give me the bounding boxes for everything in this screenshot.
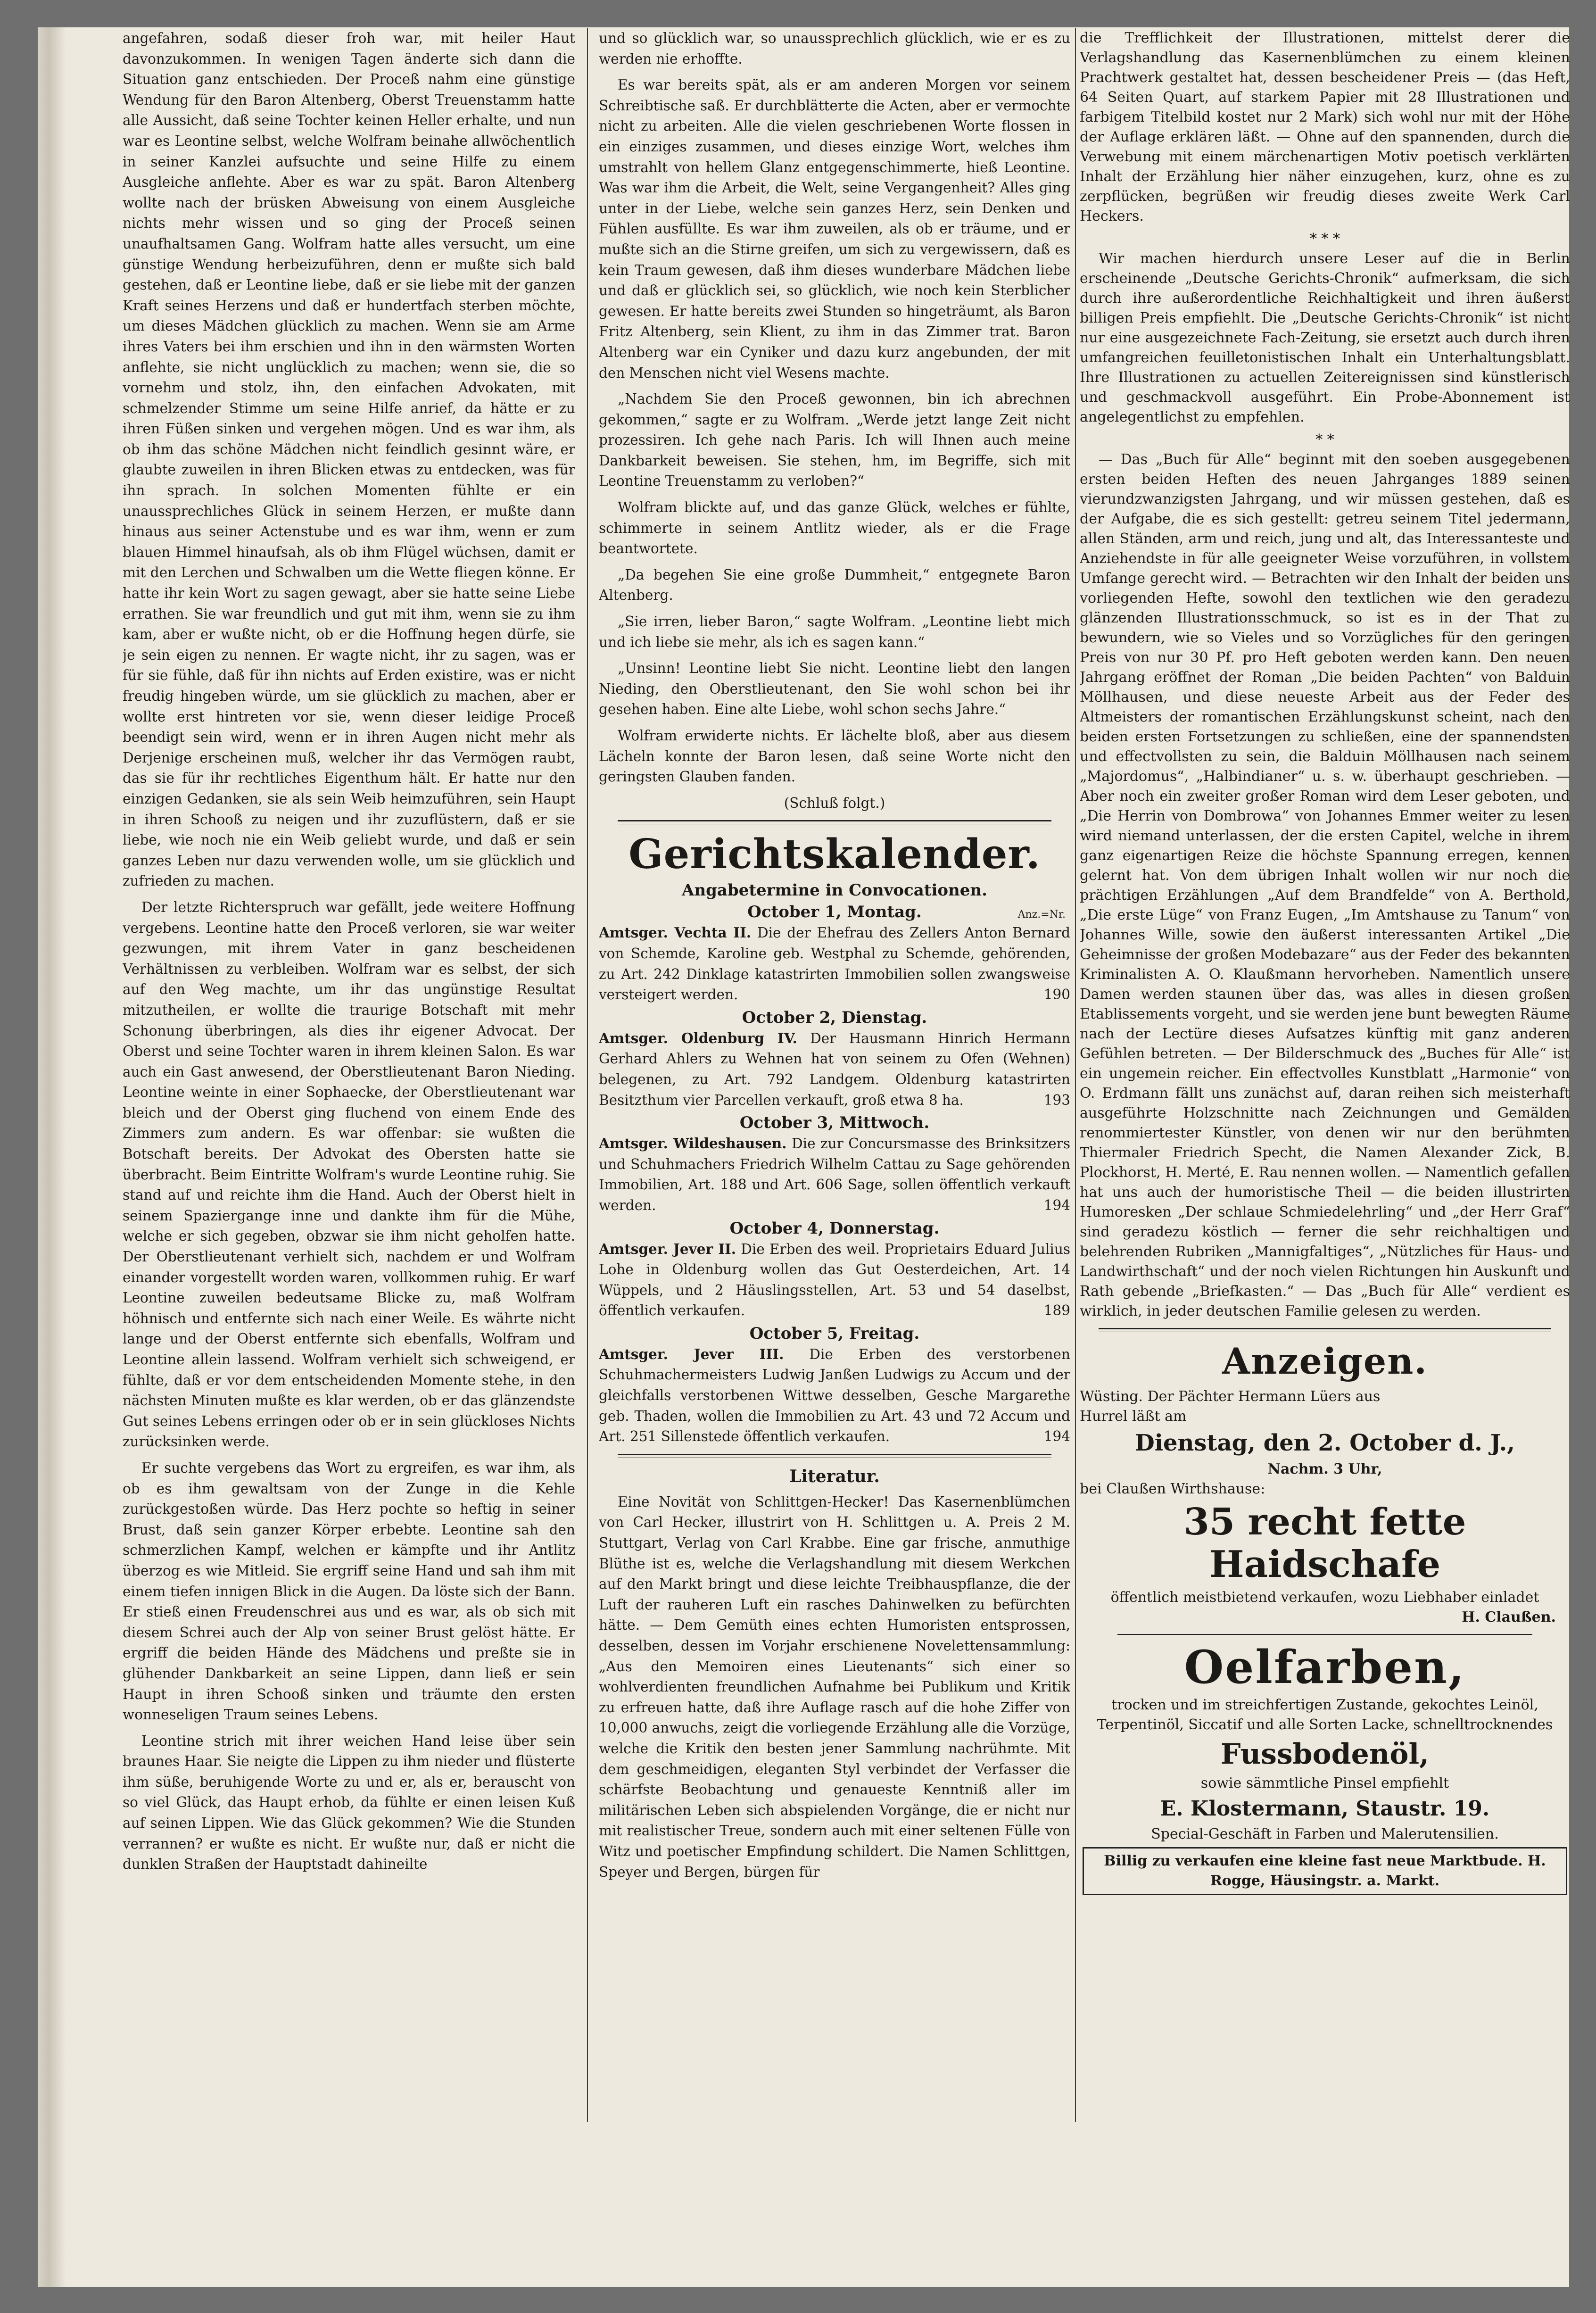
entry-court: Amtsger. Vechta II. [599,924,752,941]
advertisement-haidschafe [1080,1387,1570,1627]
story-paragraph: „Sie irren, lieber Baron,“ sagte Wolfram. „Leontine liebt mich und ich liebe sie mehr, als ich es sagen kann.“ [599,613,1070,650]
anzeigen-heading: Anzeigen. [1222,1340,1428,1382]
story-paragraph: Wolfram erwiderte nichts. Er lächelte bloß, aber aus diesem Lächeln konnte der Baron lesen, daß seine Worte nicht den geringsten Glauben fanden. [599,728,1070,785]
anz-nr-label: Anz.=Nr. [1017,909,1066,921]
story-paragraph: angefahren, sodaß dieser froh war, mit heiler Haut davonzukommen. In wenigen Tagen änderte sich dann die Situation ganz entschieden. Der Proceß nahm eine günstige Wendung für den Baron Altenberg, Oberst Treuenstamm hatte alle Aussicht, daß seine Tochter keinen Heller erhalte, und nun war es Leontine selbst, welche Wolfram beinahe allwöchentlich in seiner Kanzlei aufsuchte und seine Hilfe zu einem Ausgleiche anflehte. Aber es war zu spät. Baron Altenberg wollte nach der brüsken Abweisung von einem Ausgleiche nichts mehr wissen und so ging der Proceß seinen unaufhaltsamen Gang. Wolfram hatte alles versucht, um eine günstige Wendung herbeizuführen, denn er mußte sich bald gestehen, daß er Leontine liebe, daß er sie liebe mit der ganzen Kraft seines Herzens und daß er hundertfach sterben möchte, um dieses Mädchen glücklich zu machen. Wenn sie am Arme ihres Vaters bei ihm erschien und ihn in den wärmsten Worten anflehte, sie nicht unglücklich zu machen; wenn sie, die so vornehm und stolz, ihn, den einfachen Advokaten, mit schmelzender Stimme um seine Hilfe anrief, da hätte er zu ihren Füßen sinken und vergehen mögen. Und es war ihm, als ob ihm das schöne Mädchen nicht feindlich gesinnt wäre, er glaubte zuweilen in ihren Blicken etwas zu entdecken, was für ihn sprach. In solchen Momenten fühlte er ein unaussprechliches Glück in seinem Herzen, er mußte dann hinaus aus seiner Actenstube und es war ihm, wenn er zum blauen Himmel hinaufsah, als ob ihm Flügel wüchsen, damit er mit den Lerchen und Schwalben um die Wette fliegen könne. Er hatte ihr kein Wort zu sagen gewagt, aber sie hatte seine Liebe errathen. Sie war freundlich und gut mit ihm, wenn sie zu ihm kam, aber er wußte nicht, ob er die Hoffnung hegen dürfe, sie je sein eigen zu nennen. Er wagte nicht, ihr zu sagen, was er für sie fühle, daß für ihn nichts auf Erden existire, was er nicht freudig hingeben würde, um sie glücklich zu machen, aber er wollte erst hintreten vor sie, wenn dieser leidige Proceß beendigt sein wird, wenn er in ihren Augen nicht mehr als Derjenige erscheinen muß, welcher ihr das Vermögen raubt, das sie für ihr rechtliches Eigenthum hält. Er hatte nur den einzigen Gedanken, sie als sein Weib heimzuführen, sein Haupt in ihren Schooß zu neigen und ihr zuzuflüstern, daß er sie liebe, wie noch nie ein Weib geliebt wurde, und daß er sein ganzes Leben nur dazu verwenden wolle, um sie glücklich und zufrieden zu machen. [123,30,575,889]
entry-text: Der Hausmann Hinrich Hermann Gerhard Ahlers zu Wehnen hat von seinem zu Ofen (Wehnen) belegenen, zu Art. 792 Landgem. Oldenburg katastrirten Besitzthum vier Parcellen verkauft, groß etwa 8 ha. [599,1030,1070,1108]
ad-divider [1117,1634,1532,1635]
entry-court: Amtsger. Jever III. [599,1345,784,1362]
gerichtskalender-title: Gerichtskalender. [628,830,1041,879]
ad-headline: 35 recht fette Haidschafe [1183,1501,1466,1586]
review-paragraph: die Trefflichkeit der Illustrationen, mittelst derer die Verlagshandlung das Kasernenblümchen zu einem kleinen Prachtwerk gestaltet hat, dessen bescheidener Preis — (das Heft, 64 Seiten Quart, auf starkem Papier mit 28 Illustrationen und farbigem Titelbild kostet nur 2 Mark) sich wohl nur mit der Höhe der Auflage erklären läßt. — Ohne auf den spannenden, durch die Verwebung mit einem märchenartigen Motiv poetisch verklärten Inhalt der Erzählung hier näher einzugehen, kurz, ohne es zu zerpflücken, begrüßen wir freudig dieses zweite Werk Carl Heckers. [1080,30,1570,224]
ad-line: öffentlich meistbietend verkaufen, wozu Liebhaber einladet [1110,1589,1539,1606]
entry-number: 194 [1043,1197,1070,1213]
entry-date: October 2, Dienstag. [742,1008,927,1027]
entry-text: Die Erben des verstorbenen Schuhmachermeisters Ludwig Janßen Ludwigs zu Accum und der gleichfalls verstorbenen Wittwe desselben, Gesche Margarethe geb. Thaden, wollen die Immobilien zu Art. 43 und 72 Accum und Art. 251 Sillenstede öffentlich verkaufen. [599,1346,1070,1445]
literatur-paragraph: Eine Novität von Schlittgen-Hecker! Das Kasernenblümchen von Carl Hecker, illustrirt von H. Schlittgen u. A. Preis 2 M. Stuttgart, Verlag von Carl Krabbe. Eine gar frische, anmuthige Blüthe ist es, welche die Verlagshandlung mit diesem Werkchen auf den Markt bringt und diese leichte Treibhauspflanze, die der Luft der rauheren Luft ein rasches Dahinwelken zu befürchten hätte. — Dem Gemüth eines echten Humoristen entsprossen, desselben, dessen im Vorjahr erschienene Novelettensammlung: „Aus den Memoiren eines Lieutenants“ sich einer so wohlverdienten freundlichen Aufnahme bei Publikum und Kritik zu erfreuen hatte, daß ihre Auflage rasch auf die hohe Ziffer von 10,000 anwuchs, zeigt die vorliegende Erzählung alle die Vorzüge, welche die Kritik den besten jener Sammlung nachrühmte. Mit dem geschmeidigen, eleganten Styl verbindet der Verfasser die schärfste Beobachtung und genaueste Kenntniß aller im militärischen Leben sich abspielenden Vorgänge, die er nicht nur mit realistischer Treue, sondern auch mit einer seltenen Fülle von Witz und poetischer Empfindung schildert. Die Namen Schlittgen, Speyer und Bergen, bürgen für [599,1493,1070,1880]
section-divider [618,820,1051,824]
entry-number: 194 [1043,1428,1070,1445]
entry-text: Die Erben des weil. Proprietairs Eduard Julius Lohe in Oldenburg wollen das Gut Oesterdeichen, Art. 14 Wüppels, und 2 Häuslingsstellen, Art. 53 und 54 daselbst, öffentlich verkaufen. [599,1241,1070,1319]
calendar-entry-1 [599,902,1070,1005]
story-paragraph: Der letzte Richterspruch war gefällt, jede weitere Hoffnung vergebens. Leontine hatte den Proceß verloren, sie war weiter gezwungen, mit ihrem Vater in ganz bescheidenen Verhältnissen zu verbleiben. Wolfram war es selbst, der sich auf den Weg machte, um ihr das ungünstige Resultat mitzutheilen, er wollte die traurige Botschaft mit mehr Schonung überbringen, als dies ihr eigener Advocat. Der Oberst und seine Tochter waren in ihrem kleinen Salon. Es war auch ein Gast anwesend, der Oberstlieutenant Baron Nieding. Leontine weinte in einer Sophaecke, der Oberstlieutenant war bleich und der Oberst ging fluchend von einem Ende des Zimmers zum andern. Es war offenbar: sie wußten die Botschaft bereits. Der Advokat des Obersten hatte sie überbracht. Beim Eintritte Wolfram's wurde Leontine ruhig. Sie stand auf und reichte ihm die Hand. Auch der Oberst hielt in seinem Spaziergange inne und dankte ihm für die Mühe, welche er sich gegeben, obzwar sie ihm nicht geholfen hatte. Der Oberstlieutenant verhielt sich, nachdem er und Wolfram einander vorgestellt worden waren, vollkommen ruhig. Er warf Leontine zuweilen bedeutsame Blicke zu, maß Wolfram höhnisch und entfernte sich nach einer Weile. Es währte nicht lange und der Oberst entfernte sich ebenfalls, Wolfram und Leontine allein lassend. Wolfram verhielt sich schweigend, er fühlte, daß er vor dem entscheidenden Momente stehe, in den nächsten Minuten mußte es klar werden, ob er das glänzendste Gut seines Lebens erringen oder ob er in sein glückloses Nichts zurücksinken werde. [123,899,575,1450]
story-paragraph: „Unsinn! Leontine liebt Sie nicht. Leontine liebt den langen Nieding, den Oberstlieutenant, den Sie wohl schon bei ihr gesehen haben. Eine alte Liebe, wohl schon sechs Jahre.“ [599,660,1070,718]
story-paragraph: Er suchte vergebens das Wort zu ergreifen, es war ihm, als ob es ihm gewaltsam von der Zunge in die Kehle zurückgestoßen würde. Das Herz pochte so heftig in seiner Brust, daß sein ganzer Körper erbebte. Leontine sah den schmerzlichen Kampf, welchen er kämpfte und ihr Antlitz überzog es wie Mitleid. Sie ergriff seine Hand und sah ihm mit einem tiefen innigen Blick in die Augen. Da löste sich der Bann. Er stieß einen Freudenschrei aus und es war, als ob sich mit diesem Schrei auch der Alp von seiner Brust gelöst hätte. Er ergriff die beiden Hände des Mädchens und preßte sie in glühender Dankbarkeit an seine Lippen, dann ließ er sein Haupt in ihren Schooß sinken und träumte den ersten wonneseligen Traum seines Lebens. [123,1459,575,1723]
ad-line: sowie sämmtliche Pinsel empfiehlt [1200,1775,1449,1791]
ad-line: Wüsting. Der Pächter Hermann Lüers aus [1080,1388,1381,1405]
ad-place: bei Claußen Wirthshause: [1080,1481,1265,1497]
ad-line: Hurrel läßt am [1080,1408,1187,1425]
asterism-divider: * * * [1309,231,1340,247]
entry-date: October 5, Freitag. [749,1324,920,1343]
entry-date: October 4, Donnerstag. [729,1219,940,1238]
ad-headline: Oelfarben, [1184,1641,1466,1694]
entry-court: Amtsger. Wildeshausen. [599,1135,787,1152]
entry-text: Die der Ehefrau des Zellers Anton Bernard von Schemde, Karoline geb. Westphal zu Schemde, gehörenden, zu Art. 242 Dinklage katastrirten Immobilien sollen zwangsweise versteigert werden. [599,925,1070,1003]
calendar-entry-5 [599,1323,1070,1447]
column-1 [123,28,575,2122]
review-paragraph: Wir machen hierdurch unsere Leser auf die in Berlin erscheinende „Deutsche Gerichts-Chronik“ aufmerksam, die sich durch ihre außerordentliche Reichhaltigkeit und ihren äußerst billigen Preis empfiehlt. Die „Deutsche Gerichts-Chronik“ ist nicht nur eine ausgezeichnete Fach-Zeitung, sie ersetzt auch durch ihren umfangreichen feuilletonistischen Inhalt ein Unterhaltungsblatt. Ihre Illustrationen zu actuellen Zeitereignissen sind künstlerisch und geschmackvoll ausgeführt. Ein Probe-Abonnement ist angelegentlichst zu empfehlen. [1080,250,1570,425]
entry-court: Amtsger. Jever II. [599,1240,736,1257]
ad-signature: H. Claußen. [1462,1609,1556,1625]
column-2 [599,28,1070,2122]
ad-time: Nachm. 3 Uhr, [1267,1461,1382,1477]
entry-date: October 1, Montag. [747,903,922,922]
ad-date: Dienstag, den 2. October d. J., [1135,1430,1515,1456]
entry-number: 190 [1043,987,1070,1003]
section-divider [1099,1328,1551,1332]
column-rule-left [587,28,588,2122]
ad-line: Special-Geschäft in Farben und Malerutensilien. [1151,1826,1499,1842]
entry-number: 189 [1043,1302,1070,1319]
story-paragraph: „Nachdem Sie den Proceß gewonnen, bin ich abrechnen gekommen,“ sagte er zu Wolfram. „Werde jetzt lange Zeit nicht prozessiren. Ich gehe nach Paris. Ich will Ihnen auch meine Dankbarkeit beweisen. Sie stehen, hm, im Begriffe, sich mit Leontine Treuenstamm zu verloben?“ [599,391,1070,489]
story-paragraph: Wolfram blickte auf, und das ganze Glück, welches er fühlte, schimmerte in seinem Antlitz wieder, als er die Frage beantwortete. [599,499,1070,557]
page-binding-edge [38,27,66,2287]
ad-address: E. Klostermann, Staustr. 19. [1160,1797,1490,1821]
calendar-entry-4 [599,1218,1070,1321]
column-3 [1080,28,1570,2122]
asterism-divider: * * [1315,431,1334,448]
section-divider [618,1454,1051,1458]
story-paragraph: Es war bereits spät, als er am anderen Morgen vor seinem Schreibtische saß. Er durchblätterte die Acten, aber er vermochte nicht zu arbeiten. Alle die vielen geschriebenen Worte flossen in ein einziges zusammen, und dieses einzige Wort, welches ihm umstrahlt von hellem Glanz entgegenschimmerte, hieß Leontine. Was war ihm die Arbeit, die Welt, seine Vergangenheit? Alles ging unter in der Liebe, welche sein ganzes Herz, sein Denken und Fühlen ausfüllte. Es war ihm zuweilen, als ob er träume, und er mußte sich an die Stirne greifen, um sich zu vergewissern, daß es kein Traum gewesen, daß ihm dieses wunderbare Mädchen liebe und daß er glücklich sei, so glücklich, wie noch kein Sterblicher gewesen. Er hatte bereits zwei Stunden so hingeträumt, als Baron Fritz Altenberg, sein Klient, zu ihm in das Zimmer trat. Baron Altenberg war ein Cyniker und dazu kurz angebunden, der mit den Menschen nicht viel Wesens machte. [599,77,1070,381]
entry-number: 193 [1043,1092,1070,1108]
literatur-heading: Literatur. [789,1466,880,1486]
story-paragraph: und so glücklich war, so unaussprechlich glücklich, wie er es zu werden nie erhoffte. [599,30,1070,67]
entry-text: Die zur Concursmasse des Brinksitzers und Schuhmachers Friedrich Wilhelm Cattau zu Sage gehörenden Immobilien, Art. 188 und Art. 606 Sage, sollen öffentlich verkauft werden. [599,1136,1070,1213]
to-be-continued: (Schluß folgt.) [784,795,885,811]
ad-line: Billig zu verkaufen eine kleine fast neue Marktbude. H. Rogge, Häusingstr. a. Markt. [1104,1853,1546,1889]
ad-line: trocken und im streichfertigen Zustande, gekochtes Leinöl, Terpentinöl, Siccatif und alle Sorten Lacke, schnelltrocknendes [1097,1697,1553,1733]
entry-date: October 3, Mittwoch. [739,1113,930,1133]
story-paragraph: Leontine strich mit ihrer weichen Hand leise über sein braunes Haar. Sie neigte die Lippen zu ihm nieder und flüsterte ihm süße, beruhigende Worte zu und er, als er, berauscht von so viel Glück, das Haupt erhob, da fühlte er einen leisen Kuß auf seinen Lippen. Wie das Glück gekommen? Wie die Stunden verrannen? er wußte es nicht. Er wußte nur, daß er nicht die dunklen Straßen der Hauptstadt dahineilte [123,1733,575,1873]
advertisement-marktbude [1083,1847,1567,1895]
ad-subheadline: Fussbodenöl, [1220,1738,1430,1771]
calendar-entry-3 [599,1112,1070,1216]
calendar-entry-2 [599,1007,1070,1111]
advertisement-oelfarben [1080,1641,1570,1844]
entry-court: Amtsger. Oldenburg IV. [599,1029,797,1046]
story-paragraph: „Da begehen Sie eine große Dummheit,“ entgegnete Baron Altenberg. [599,566,1070,604]
gerichtskalender-subtitle: Angabetermine in Convocationen. [682,881,987,900]
column-rule-right [1075,28,1076,2122]
review-paragraph: — Das „Buch für Alle“ beginnt mit den soeben ausgegebenen ersten beiden Heften des neuen Jahrganges 1889 seinen vierundzwanzigsten Jahrgang, und wir müssen gestehen, daß es der Aufgabe, die es sich gestellt: getreu seinem Titel jedermann, allen Ständen, arm und reich, jung und alt, das Interessanteste und Anziehendste in für alle geeigneter Weise vorzuführen, in vollstem Umfange gerecht wird. — Betrachten wir den Inhalt der beiden uns vorliegenden Hefte, sowohl den textlichen wie den geradezu glänzenden Illustrationsschmuck, so ist es in der That zu bewundern, wie so Vieles und so Vorzügliches für den geringen Preis von nur 30 Pf. pro Heft geboten werden kann. Den neuen Jahrgang eröffnet der Roman „Die beiden Pachten“ von Balduin Möllhausen, und diese neueste Arbeit aus der Feder des Altmeisters der romantischen Erzählungskunst scheint, nach den beiden ersten Fortsetzungen zu schließen, eine der spannendsten und effectvollsten zu sein, die Balduin Möllhausen nach seinem „Majordomus“, „Halbindianer“ u. s. w. überhaupt geschrieben. — Aber noch ein zweiter großer Roman wird dem Leser geboten, und „Die Herrin von Dombrowa“ von Johannes Emmer weiter zu lesen wird niemand unterlassen, der die ersten Capitel, welche in ihrem ganz eigenartigen Reize die höchste Spannung erregen, kennen gelernt hat. Von dem übrigen Inhalt wollen wir nur noch die prächtigen Erzählungen „Auf dem Brandfelde“ von A. Berthold, „Die erste Lüge“ von Franz Eugen, „Im Amtshause zu Tanum“ von Johannes Wille, sowie den äußerst interessanten Artikel „Die Geheimnisse der großen Modebazare“ aus der Feder des bekannten Kriminalisten A. O. Klaußmann hervorheben. Namentlich unsere Damen werden staunen über das, was alles in diesen großen Etablissements vorgeht, und sie werden jene bunt bewegten Räume nach der Lectüre dieses Aufsatzes künftig mit ganz anderen Gefühlen betreten. — Der Bilderschmuck des „Buches für Alle“ ist ein ungemein reicher. Ein effectvolles Kunstblatt „Harmonie“ von O. Erdmann fällt uns zunächst auf, daran reihen sich meisterhaft ausgeführte Holzschnitte nach Zeichnungen und Gemälden renommiertester Künstler, von denen wir nur den berühmten Thiermaler Friedrich Specht, die Namen Alexander Zick, B. Plockhorst, H. Merté, E. Rau nennen wollen. — Namentlich gefallen hat uns auch der humoristische Theil — die beiden illustrirten Humoresken „Der schlaue Schmiedelehrling“ und „der Herr Graf“ sind geradezu köstlich — ferner die sehr reichhaltigen und belehrenden Rubriken „Mannigfaltiges“, „Nützliches für Haus- und Landwirthschaft“ und der noch vielen Richtungen hin Auskunft und Rath gebende „Briefkasten.“ — Das „Buch für Alle“ verdient es wirklich, in jeder deutschen Familie gelesen zu werden. [1080,451,1570,1319]
